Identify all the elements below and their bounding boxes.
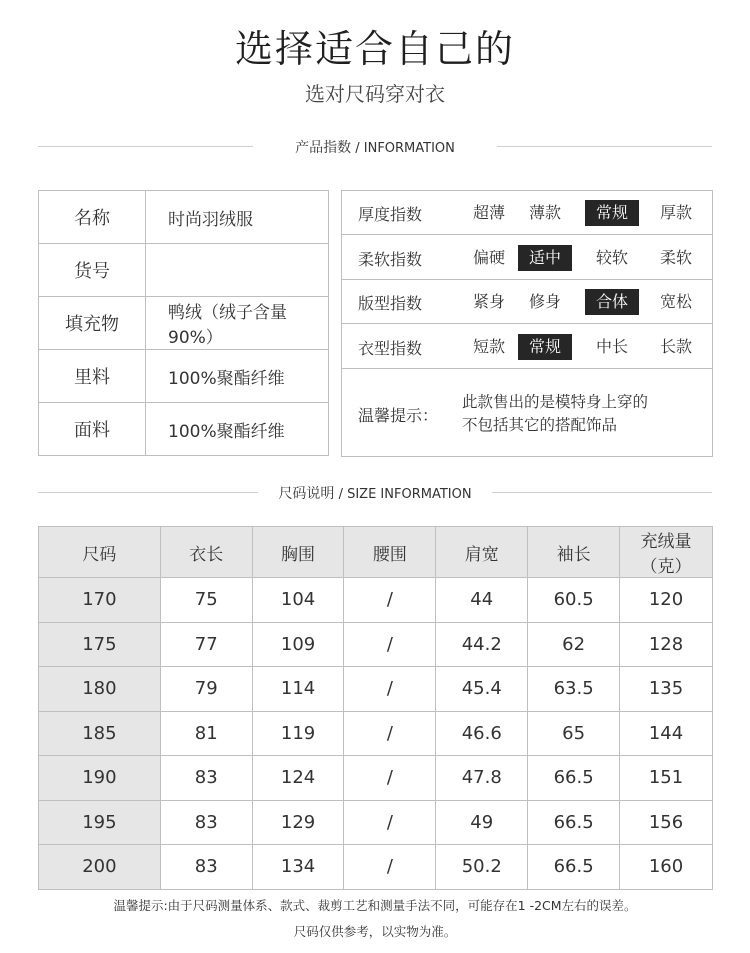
index-option: 厚款: [659, 203, 692, 222]
size-cell: 83: [160, 756, 252, 801]
product-index-panel: [341, 190, 713, 457]
size-cell: 104: [252, 578, 344, 623]
size-cell: 185: [39, 711, 161, 756]
tip-text: [462, 391, 702, 437]
index-option: 较软: [595, 247, 628, 267]
size-cell: 79: [160, 667, 252, 712]
size-cell: 124: [252, 756, 344, 801]
size-cell: 128: [620, 622, 713, 667]
size-row: [39, 578, 713, 623]
size-row: [39, 756, 713, 801]
size-cell: 135: [620, 667, 713, 712]
info-label: 货号: [39, 244, 146, 297]
info-value: 100%聚酯纤维: [146, 350, 329, 403]
tip-line-1: 此款售出的是模特身上穿的: [462, 393, 649, 411]
tip-label: 温馨提示：: [358, 406, 439, 425]
section-title-en: / INFORMATION: [351, 141, 455, 156]
page-title: 选择适合自己的: [234, 27, 515, 71]
index-option: 常规: [518, 334, 572, 360]
index-row: [342, 191, 712, 235]
size-header-cell: 尺码: [39, 527, 161, 578]
size-cell: 77: [160, 622, 252, 667]
info-value: 鸭绒（绒子含量90%）: [146, 297, 329, 350]
size-cell: 120: [620, 578, 713, 623]
size-row: [39, 667, 713, 712]
index-option: 柔软: [659, 247, 692, 267]
index-option: 常规: [585, 200, 639, 226]
size-header-cell: 袖长: [528, 527, 620, 578]
size-cell: /: [344, 667, 436, 712]
size-row: [39, 711, 713, 756]
size-cell: 200: [39, 845, 161, 890]
size-cell: 46.6: [436, 711, 528, 756]
size-cell: 66.5: [528, 756, 620, 801]
size-cell: 160: [620, 845, 713, 890]
product-info-table: [38, 190, 329, 456]
size-cell: 47.8: [436, 756, 528, 801]
size-header-row: [39, 527, 713, 578]
info-row: [39, 191, 329, 244]
size-header-cell: 肩宽: [436, 527, 528, 578]
index-option: 偏硬: [472, 247, 505, 267]
size-cell: 83: [160, 845, 252, 890]
size-cell: 151: [620, 756, 713, 801]
size-cell: 60.5: [528, 578, 620, 623]
index-option: 薄款: [528, 203, 561, 222]
size-cell: 49: [436, 800, 528, 845]
size-cell: 75: [160, 578, 252, 623]
info-value: 时尚羽绒服: [146, 191, 329, 244]
index-label: 衣型指数: [358, 338, 423, 358]
size-row: [39, 845, 713, 890]
size-cell: /: [344, 800, 436, 845]
size-cell: 44.2: [436, 622, 528, 667]
size-cell: 66.5: [528, 800, 620, 845]
size-cell: 129: [252, 800, 344, 845]
size-cell: 81: [160, 711, 252, 756]
index-row: [342, 280, 712, 324]
size-cell: 65: [528, 711, 620, 756]
size-cell: 63.5: [528, 667, 620, 712]
size-cell: 66.5: [528, 845, 620, 890]
info-label: 里料: [39, 350, 146, 403]
index-row: [342, 325, 712, 369]
index-option: 中长: [595, 336, 628, 356]
index-option: 紧身: [472, 292, 505, 311]
info-value: 100%聚酯纤维: [146, 403, 329, 456]
info-row: [39, 350, 329, 403]
section-title: [0, 137, 750, 157]
info-row: [39, 297, 329, 350]
size-cell: 62: [528, 622, 620, 667]
size-cell: 175: [39, 622, 161, 667]
size-cell: 119: [252, 711, 344, 756]
index-label: 厚度指数: [358, 205, 423, 224]
size-cell: /: [344, 578, 436, 623]
size-cell: 144: [620, 711, 713, 756]
section-title: [0, 483, 750, 503]
section-title-cn: 产品指数: [295, 140, 352, 156]
page-subtitle: 选对尺码穿对衣: [305, 82, 445, 106]
index-option: 修身: [528, 292, 561, 311]
section-title-en: / SIZE INFORMATION: [334, 487, 472, 502]
size-cell: 170: [39, 578, 161, 623]
size-cell: 156: [620, 800, 713, 845]
info-row: [39, 244, 329, 297]
size-cell: /: [344, 622, 436, 667]
size-cell: 134: [252, 845, 344, 890]
size-cell: 45.4: [436, 667, 528, 712]
info-value: [146, 244, 329, 297]
size-cell: 195: [39, 800, 161, 845]
index-option: 超薄: [472, 203, 505, 222]
product-section-header: [0, 137, 750, 157]
size-header-cell: 腰围: [344, 527, 436, 578]
info-label: 填充物: [39, 297, 146, 350]
index-option: 宽松: [659, 292, 692, 311]
size-header-cell: 衣长: [160, 527, 252, 578]
index-label: 柔软指数: [358, 249, 423, 269]
index-option: 适中: [518, 245, 572, 271]
size-row: [39, 800, 713, 845]
size-cell: 109: [252, 622, 344, 667]
index-row: [342, 236, 712, 280]
index-option: 短款: [472, 336, 505, 356]
section-title-cn: 尺码说明: [278, 486, 335, 502]
size-cell: 180: [39, 667, 161, 712]
size-cell: /: [344, 845, 436, 890]
info-row: [39, 403, 329, 456]
size-cell: 190: [39, 756, 161, 801]
size-section-header: [0, 483, 750, 503]
size-cell: 50.2: [436, 845, 528, 890]
index-option: 合体: [585, 289, 639, 315]
index-option: 长款: [659, 336, 692, 356]
footnote-2: 尺码仅供参考，以实物为准。: [293, 924, 457, 939]
tip-line-2: 不包括其它的搭配饰品: [462, 416, 618, 434]
size-cell: /: [344, 711, 436, 756]
size-header-cell: 胸围: [252, 527, 344, 578]
size-cell: /: [344, 756, 436, 801]
size-cell: 114: [252, 667, 344, 712]
footnote-1: 温馨提示:由于尺码测量体系、款式、裁剪工艺和测量手法不同，可能存在1 -2CM左右的误差。: [113, 898, 637, 913]
size-table: [38, 526, 713, 890]
size-cell: 83: [160, 800, 252, 845]
index-label: 版型指数: [358, 294, 423, 313]
info-label: 名称: [39, 191, 146, 244]
size-header-cell: 充绒量（克）: [620, 527, 713, 578]
size-row: [39, 622, 713, 667]
size-cell: 44: [436, 578, 528, 623]
info-label: 面料: [39, 403, 146, 456]
